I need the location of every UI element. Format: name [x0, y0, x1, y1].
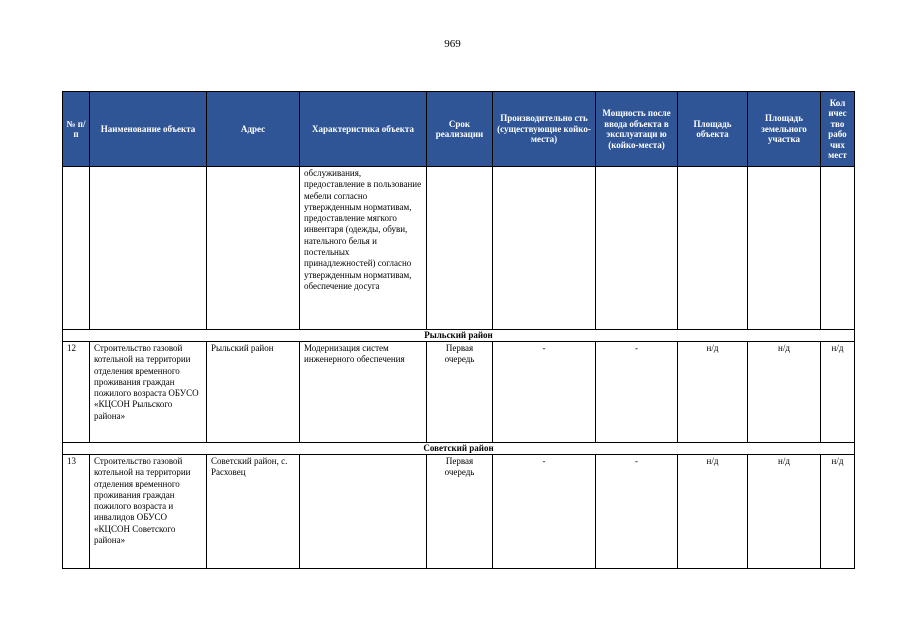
cell-jobs: н/д	[821, 455, 855, 569]
cell-term	[427, 167, 493, 330]
header-land-area: Площадь земельного участка	[748, 92, 821, 167]
cell-name	[90, 167, 207, 330]
cell-area	[678, 167, 748, 330]
cell-term: Первая очередь	[427, 342, 493, 443]
cell-characteristic	[300, 455, 427, 569]
header-capacity: Производительно сть (существующие койко-места)	[493, 92, 596, 167]
header-characteristic: Характеристика объекта	[300, 92, 427, 167]
cell-jobs	[821, 167, 855, 330]
cell-address	[207, 167, 300, 330]
table-row	[63, 455, 855, 569]
cell-capacity-after: -	[596, 342, 678, 443]
district-row-sovetsky	[63, 443, 855, 455]
page-number: 969	[444, 38, 461, 50]
cell-land-area	[748, 167, 821, 330]
header-address: Адрес	[207, 92, 300, 167]
cell-address: Советский район, с. Расховец	[207, 455, 300, 569]
header-name: Наименование объекта	[90, 92, 207, 167]
district-row-rylsky	[63, 330, 855, 342]
district-title: Советский район	[63, 443, 855, 455]
cell-capacity-after: -	[596, 455, 678, 569]
cell-land-area: н/д	[748, 342, 821, 443]
cell-term: Первая очередь	[427, 455, 493, 569]
header-num: № п/п	[63, 92, 90, 167]
table-row-continuation	[63, 167, 855, 330]
cell-capacity: -	[493, 342, 596, 443]
header-capacity-after: Мощность после ввода объекта в эксплуатаци ю (койко-места)	[596, 92, 678, 167]
cell-capacity	[493, 167, 596, 330]
cell-num	[63, 167, 90, 330]
objects-table	[62, 91, 855, 569]
cell-num: 13	[63, 455, 90, 569]
cell-capacity: -	[493, 455, 596, 569]
header-area: Площадь объекта	[678, 92, 748, 167]
cell-land-area: н/д	[748, 455, 821, 569]
cell-num: 12	[63, 342, 90, 443]
cell-address: Рыльский район	[207, 342, 300, 443]
header-term: Срок реализации	[427, 92, 493, 167]
district-title: Рыльский район	[63, 330, 855, 342]
cell-area: н/д	[678, 342, 748, 443]
cell-characteristic: обслуживания, предоставление в пользование мебели согласно утвержденным нормативам, предоставление мягкого инвентаря (одежды, обуви, нательного белья и постельных принадлежностей) согласно утвержденным нормативам, обеспечение досуга	[300, 167, 427, 330]
cell-jobs: н/д	[821, 342, 855, 443]
cell-area: н/д	[678, 455, 748, 569]
table-row	[63, 342, 855, 443]
cell-name: Строительство газовой котельной на территории отделения временного проживания граждан пожилого возраста и инвалидов ОБУСО «КЦСОН Советского района»	[90, 455, 207, 569]
cell-characteristic: Модернизация систем инженерного обеспечения	[300, 342, 427, 443]
cell-name: Строительство газовой котельной на территории отделения временного проживания граждан пожилого возраста ОБУСО «КЦСОН Рыльского района»	[90, 342, 207, 443]
header-jobs: Кол ичес тво рабо чих мест	[821, 92, 855, 167]
header-row	[63, 92, 855, 167]
cell-capacity-after	[596, 167, 678, 330]
